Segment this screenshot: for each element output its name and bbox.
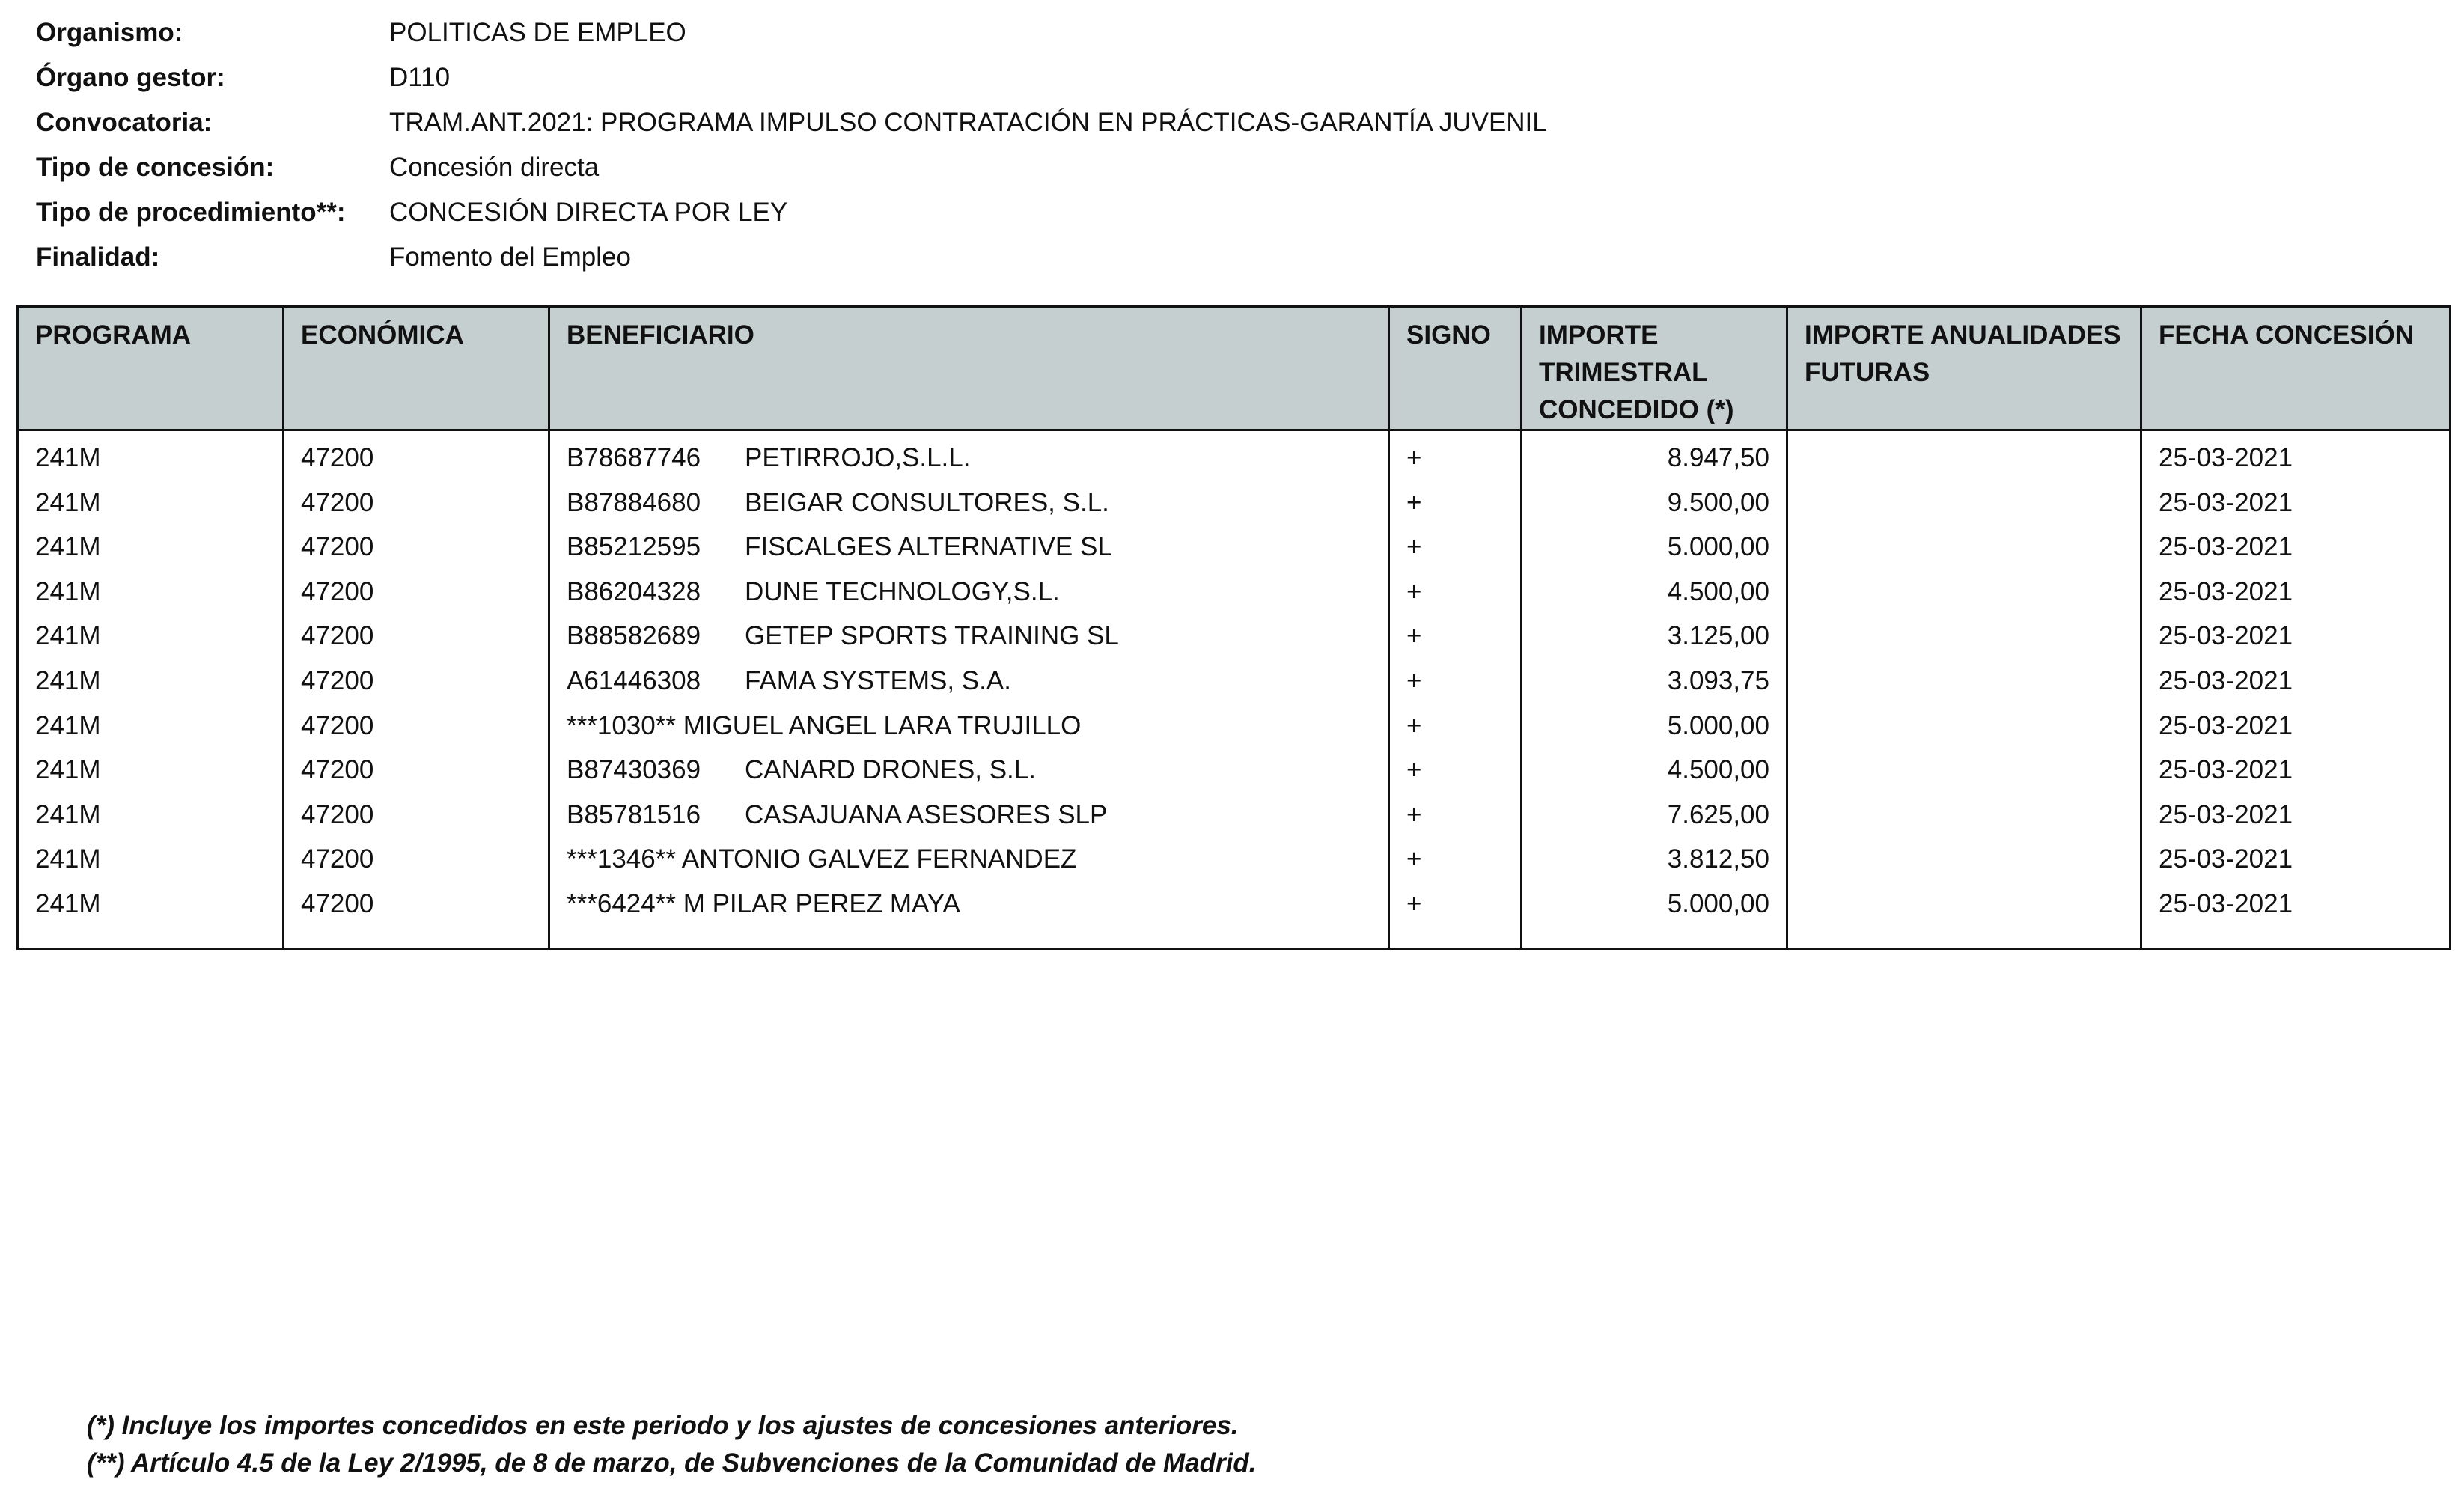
beneficiary-id: A61446308 bbox=[567, 665, 701, 695]
cell-importe: 3.093,75 bbox=[1522, 659, 1787, 704]
meta-tipo-concesion bbox=[36, 145, 1547, 190]
beneficiary-id: B87884680 bbox=[567, 487, 701, 517]
cell-beneficiario bbox=[549, 837, 1389, 882]
meta-finalidad bbox=[36, 235, 1547, 280]
cell-signo: + bbox=[1389, 525, 1522, 570]
table-row bbox=[18, 614, 2451, 659]
beneficiary-name: ***1030** MIGUEL ANGEL LARA TRUJILLO bbox=[567, 710, 1082, 740]
cell-beneficiario bbox=[549, 748, 1389, 793]
cell-economica: 47200 bbox=[284, 837, 549, 882]
cell-beneficiario bbox=[549, 793, 1389, 838]
beneficiary-name: ***6424** M PILAR PEREZ MAYA bbox=[567, 888, 960, 918]
cell-signo: + bbox=[1389, 430, 1522, 481]
cell-importe: 5.000,00 bbox=[1522, 882, 1787, 927]
meta-value: D110 bbox=[389, 63, 451, 92]
meta-value: POLITICAS DE EMPLEO bbox=[389, 18, 686, 47]
beneficiary-name: BEIGAR CONSULTORES, S.L. bbox=[745, 487, 1109, 517]
meta-tipo-procedimiento bbox=[36, 190, 1547, 235]
table-row bbox=[18, 570, 2451, 615]
beneficiary-id: B86204328 bbox=[567, 576, 701, 606]
beneficiary-name: DUNE TECHNOLOGY,S.L. bbox=[745, 576, 1060, 606]
cell-signo: + bbox=[1389, 659, 1522, 704]
table-row bbox=[18, 525, 2451, 570]
beneficiary-name: PETIRROJO,S.L.L. bbox=[745, 443, 971, 472]
footnotes bbox=[87, 1407, 1256, 1482]
cell-economica: 47200 bbox=[284, 525, 549, 570]
grant-metadata bbox=[36, 10, 1547, 280]
cell-economica: 47200 bbox=[284, 430, 549, 481]
cell-anualidades bbox=[1787, 659, 2141, 704]
cell-economica: 47200 bbox=[284, 481, 549, 525]
cell-fecha: 25-03-2021 bbox=[2141, 481, 2451, 525]
cell-fecha: 25-03-2021 bbox=[2141, 614, 2451, 659]
table-row bbox=[18, 748, 2451, 793]
table-row bbox=[18, 882, 2451, 927]
cell-importe: 4.500,00 bbox=[1522, 570, 1787, 615]
meta-label: Órgano gestor: bbox=[36, 63, 225, 92]
cell-economica: 47200 bbox=[284, 659, 549, 704]
cell-fecha: 25-03-2021 bbox=[2141, 748, 2451, 793]
footnote-ley: (**) Artículo 4.5 de la Ley 2/1995, de 8 de marzo, de Subvenciones de la Comunidad de Madrid. bbox=[87, 1448, 1257, 1478]
cell-signo: + bbox=[1389, 837, 1522, 882]
cell-signo: + bbox=[1389, 570, 1522, 615]
cell-importe: 5.000,00 bbox=[1522, 704, 1787, 748]
cell-programa: 241M bbox=[18, 748, 284, 793]
cell-programa: 241M bbox=[18, 837, 284, 882]
cell-importe: 4.500,00 bbox=[1522, 748, 1787, 793]
cell-programa: 241M bbox=[18, 570, 284, 615]
cell-anualidades bbox=[1787, 837, 2141, 882]
cell-anualidades bbox=[1787, 748, 2141, 793]
cell-anualidades bbox=[1787, 525, 2141, 570]
cell-beneficiario bbox=[549, 614, 1389, 659]
meta-label: Tipo de procedimiento**: bbox=[36, 198, 346, 227]
cell-importe: 7.625,00 bbox=[1522, 793, 1787, 838]
cell-programa: 241M bbox=[18, 614, 284, 659]
cell-beneficiario bbox=[549, 525, 1389, 570]
beneficiary-id: B78687746 bbox=[567, 443, 701, 472]
cell-beneficiario bbox=[549, 481, 1389, 525]
table-row bbox=[18, 481, 2451, 525]
beneficiary-id: B85781516 bbox=[567, 799, 701, 829]
cell-importe: 9.500,00 bbox=[1522, 481, 1787, 525]
cell-programa: 241M bbox=[18, 525, 284, 570]
column-header-beneficiario: BENEFICIARIO bbox=[549, 307, 1389, 430]
cell-fecha: 25-03-2021 bbox=[2141, 793, 2451, 838]
cell-anualidades bbox=[1787, 704, 2141, 748]
cell-importe: 3.125,00 bbox=[1522, 614, 1787, 659]
meta-label: Organismo: bbox=[36, 18, 183, 47]
meta-value: CONCESIÓN DIRECTA POR LEY bbox=[389, 198, 788, 227]
column-header-importe-trimestral: IMPORTE TRIMESTRAL CONCEDIDO (*) bbox=[1522, 307, 1787, 430]
meta-value: Concesión directa bbox=[389, 153, 600, 182]
cell-programa: 241M bbox=[18, 430, 284, 481]
table-bottom-spacer bbox=[18, 927, 2451, 949]
meta-value: TRAM.ANT.2021: PROGRAMA IMPULSO CONTRATACIÓN EN PRÁCTICAS-GARANTÍA JUVENIL bbox=[389, 108, 1547, 137]
cell-beneficiario bbox=[549, 659, 1389, 704]
cell-anualidades bbox=[1787, 570, 2141, 615]
grants-table bbox=[16, 305, 2451, 950]
cell-anualidades bbox=[1787, 882, 2141, 927]
beneficiary-id: B88582689 bbox=[567, 621, 701, 651]
column-header-fecha-concesion: FECHA CONCESIÓN bbox=[2141, 307, 2451, 430]
cell-anualidades bbox=[1787, 614, 2141, 659]
cell-economica: 47200 bbox=[284, 748, 549, 793]
cell-signo: + bbox=[1389, 882, 1522, 927]
cell-anualidades bbox=[1787, 481, 2141, 525]
meta-label: Convocatoria: bbox=[36, 108, 213, 137]
cell-signo: + bbox=[1389, 704, 1522, 748]
cell-fecha: 25-03-2021 bbox=[2141, 837, 2451, 882]
beneficiary-name: GETEP SPORTS TRAINING SL bbox=[745, 621, 1119, 651]
cell-signo: + bbox=[1389, 748, 1522, 793]
table-row bbox=[18, 659, 2451, 704]
column-header-importe-anualidades: IMPORTE ANUALIDADES FUTURAS bbox=[1787, 307, 2141, 430]
cell-importe: 3.812,50 bbox=[1522, 837, 1787, 882]
cell-fecha: 25-03-2021 bbox=[2141, 659, 2451, 704]
cell-importe: 5.000,00 bbox=[1522, 525, 1787, 570]
table-row bbox=[18, 430, 2451, 481]
cell-beneficiario bbox=[549, 430, 1389, 481]
meta-label: Tipo de concesión: bbox=[36, 153, 275, 182]
cell-fecha: 25-03-2021 bbox=[2141, 430, 2451, 481]
meta-value: Fomento del Empleo bbox=[389, 243, 631, 272]
footnote-importes: (*) Incluye los importes concedidos en este periodo y los ajustes de concesiones anteriores. bbox=[87, 1411, 1239, 1440]
cell-signo: + bbox=[1389, 793, 1522, 838]
cell-signo: + bbox=[1389, 481, 1522, 525]
cell-programa: 241M bbox=[18, 481, 284, 525]
column-header-signo: SIGNO bbox=[1389, 307, 1522, 430]
beneficiary-name: CANARD DRONES, S.L. bbox=[745, 755, 1036, 785]
beneficiary-name: ***1346** ANTONIO GALVEZ FERNANDEZ bbox=[567, 844, 1077, 874]
cell-economica: 47200 bbox=[284, 882, 549, 927]
column-header-economica: ECONÓMICA bbox=[284, 307, 549, 430]
cell-anualidades bbox=[1787, 430, 2141, 481]
cell-beneficiario bbox=[549, 570, 1389, 615]
cell-programa: 241M bbox=[18, 704, 284, 748]
beneficiary-name: FISCALGES ALTERNATIVE SL bbox=[745, 532, 1112, 562]
cell-fecha: 25-03-2021 bbox=[2141, 525, 2451, 570]
cell-anualidades bbox=[1787, 793, 2141, 838]
meta-organo-gestor bbox=[36, 55, 1547, 100]
cell-programa: 241M bbox=[18, 882, 284, 927]
table-header-row bbox=[18, 307, 2451, 430]
beneficiary-name: FAMA SYSTEMS, S.A. bbox=[745, 665, 1011, 695]
table-row bbox=[18, 793, 2451, 838]
beneficiary-id: B85212595 bbox=[567, 532, 701, 562]
meta-label: Finalidad: bbox=[36, 243, 160, 272]
cell-signo: + bbox=[1389, 614, 1522, 659]
cell-fecha: 25-03-2021 bbox=[2141, 882, 2451, 927]
cell-beneficiario bbox=[549, 882, 1389, 927]
cell-economica: 47200 bbox=[284, 704, 549, 748]
cell-fecha: 25-03-2021 bbox=[2141, 570, 2451, 615]
table-row bbox=[18, 704, 2451, 748]
cell-programa: 241M bbox=[18, 793, 284, 838]
table-row bbox=[18, 837, 2451, 882]
cell-programa: 241M bbox=[18, 659, 284, 704]
cell-economica: 47200 bbox=[284, 793, 549, 838]
meta-convocatoria bbox=[36, 100, 1547, 145]
cell-beneficiario bbox=[549, 704, 1389, 748]
beneficiary-id: B87430369 bbox=[567, 755, 701, 785]
cell-economica: 47200 bbox=[284, 570, 549, 615]
cell-fecha: 25-03-2021 bbox=[2141, 704, 2451, 748]
beneficiary-name: CASAJUANA ASESORES SLP bbox=[745, 799, 1108, 829]
cell-economica: 47200 bbox=[284, 614, 549, 659]
column-header-programa: PROGRAMA bbox=[18, 307, 284, 430]
cell-importe: 8.947,50 bbox=[1522, 430, 1787, 481]
meta-organismo bbox=[36, 10, 1547, 55]
